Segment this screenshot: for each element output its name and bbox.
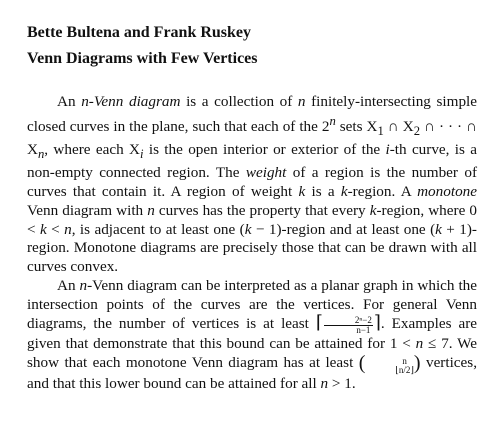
abstract [27,93,477,394]
abstract-paragraph-2: An n-Venn diagram can be interpreted as a planar graph in which the intersection points of the curves are the vertices. For general Venn diagrams, the number of vertices is at least ⌈ $\frac{\text{2ⁿ−2}}{n-1}$ ⌉. Examples are given that demonstrate that this bound can be attained for 1 < n ≤ 7. We show that each monotone Venn diagram has at least ( n ⌊n/2⌋ ) vertices, and that this lower bound can be attained for all n > 1. [27,277,477,392]
ceiling-left: ⌈ [315,312,323,333]
vertex-bound-fraction: $\frac{\text{2ⁿ−2}}{n-1}$ [324,316,373,335]
paper-authors: Bette Bultena and Frank Ruskey [27,24,252,41]
ceiling-right: ⌉ [373,312,381,333]
paper-title: Venn Diagrams with Few Vertices [27,50,258,67]
binomial-coefficient: n ⌊n/2⌋ [395,356,414,375]
abstract-paragraph-1: An n-Venn diagram is a collection of n finitely-intersecting simple closed curves in the plane, such that each of the 2$^n$ sets $X_1$ ∩ $X_2$ ∩ · · · ∩ $X_n$, where each $X_i$ is the open interior or exterior of the i-th curve, is a non-empty connected region. The weight of a region is the number of curves that contain it. A region of weight k is a k-region. A monotone Venn diagram with n curves has the property that every k-region, where 0 < k < n, is adjacent to at least one (k − 1)-region and at least one (k + 1)-region. Monotone diagrams are precisely those that can be drawn with all curves convex. [27,93,478,276]
